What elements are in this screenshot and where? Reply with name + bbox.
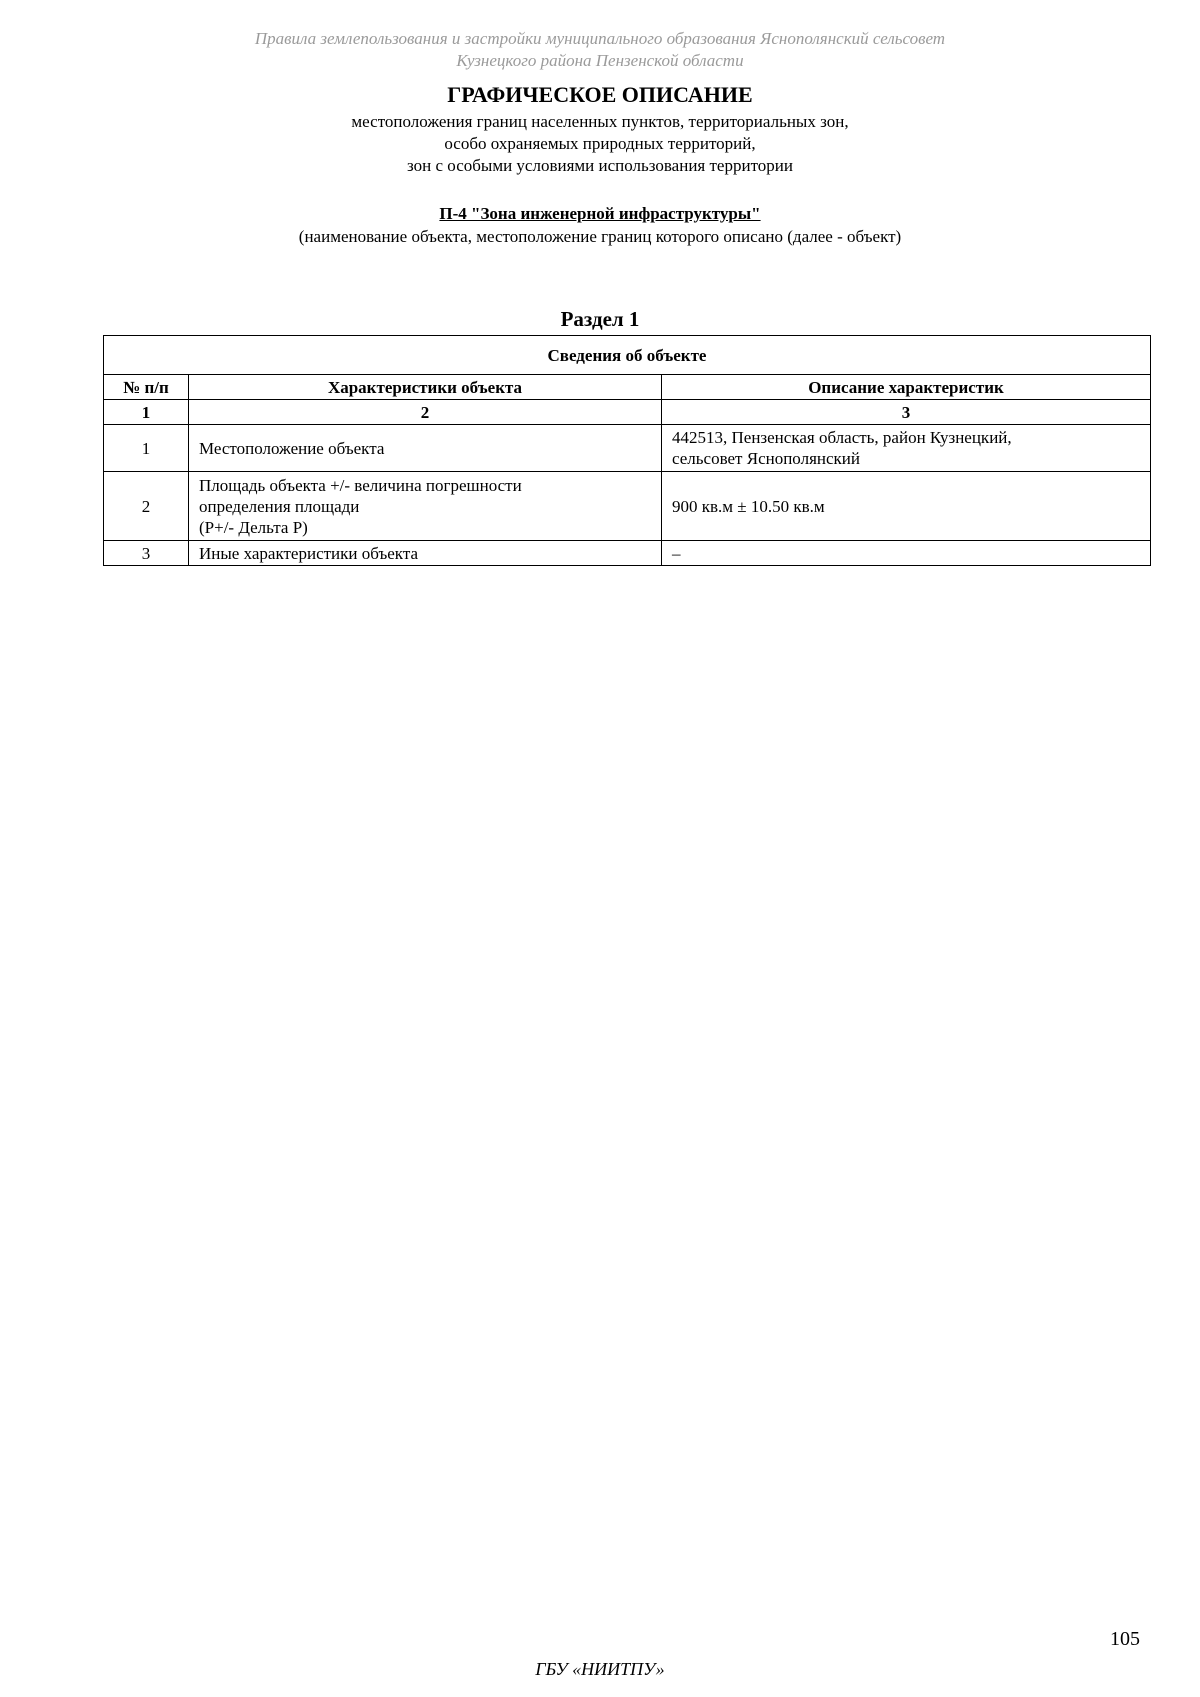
- column-header-number: № п/п: [104, 375, 189, 400]
- characteristic-line: Местоположение объекта: [199, 438, 385, 458]
- running-header-line-2: Кузнецкого района Пензенской области: [456, 51, 744, 70]
- document-title: ГРАФИЧЕСКОЕ ОПИСАНИЕ: [447, 82, 753, 107]
- footer-organization: ГБУ «НИИТПУ»: [535, 1659, 665, 1679]
- description-line: 442513, Пензенская область, район Кузнецкий,: [672, 428, 1012, 447]
- description-line: сельсовет Яснополянский: [672, 449, 860, 468]
- row-number: 1: [104, 425, 189, 472]
- object-name: П-4 "Зона инженерной инфраструктуры": [439, 204, 761, 223]
- row-characteristic: [189, 472, 662, 541]
- description-line: –: [672, 543, 681, 563]
- object-name-note: (наименование объекта, местоположение границ которого описано (далее - объект): [298, 227, 902, 246]
- section-title: Раздел 1: [560, 307, 640, 331]
- row-characteristic: [189, 541, 662, 566]
- row-description: [662, 541, 1151, 566]
- row-characteristic: [189, 425, 662, 472]
- page-number: 105: [1110, 1628, 1140, 1650]
- row-description: [662, 425, 1151, 472]
- characteristic-line: (Р+/- Дельта Р): [199, 517, 308, 537]
- document-subtitle: [0, 111, 1200, 177]
- characteristic-line: определения площади: [199, 496, 360, 516]
- table-caption: Сведения об объекте: [104, 336, 1151, 375]
- row-description: [662, 472, 1151, 541]
- column-header-description: Описание характеристик: [662, 375, 1151, 400]
- subtitle-line-1: местоположения границ населенных пунктов, территориальных зон,: [351, 112, 849, 131]
- subtitle-line-3: зон с особыми условиями использования территории: [407, 156, 793, 175]
- subtitle-line-2: особо охраняемых природных территорий,: [444, 134, 756, 153]
- running-header: [0, 28, 1200, 72]
- running-header-line-1: Правила землепользования и застройки муниципального образования Яснополянский сельсовет: [254, 29, 946, 48]
- column-header-characteristic: Характеристики объекта: [189, 375, 662, 400]
- column-number-3: 3: [662, 400, 1151, 425]
- table-header-row: [104, 375, 1151, 400]
- row-number: 2: [104, 472, 189, 541]
- table-caption-row: [104, 336, 1151, 375]
- description-line: 900 кв.м ± 10.50 кв.м: [672, 496, 825, 516]
- row-number: 3: [104, 541, 189, 566]
- table-row: [104, 472, 1151, 541]
- column-number-1: 1: [104, 400, 189, 425]
- table-row: [104, 541, 1151, 566]
- column-number-2: 2: [189, 400, 662, 425]
- characteristic-line: Площадь объекта +/- величина погрешности: [199, 475, 522, 495]
- table-row: [104, 425, 1151, 472]
- characteristic-line: Иные характеристики объекта: [199, 543, 419, 563]
- object-info-table: [103, 335, 1151, 566]
- column-number-row: [104, 400, 1151, 425]
